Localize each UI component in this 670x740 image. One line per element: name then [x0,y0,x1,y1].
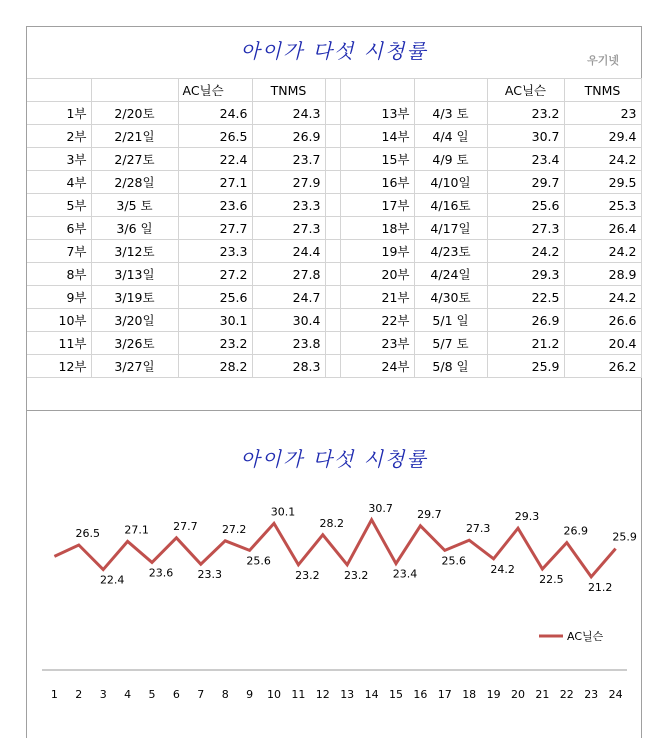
tnms-rating-cell[interactable]: 24.3 [252,102,325,125]
date-cell[interactable]: 3/19토 [91,286,178,309]
ac-rating-cell[interactable]: 24.6 [178,102,252,125]
tnms-rating-cell[interactable]: 29.4 [564,125,641,148]
tnms-rating-cell[interactable]: 26.2 [564,355,641,378]
table-row [27,240,641,263]
episode-cell[interactable]: 24부 [340,355,414,378]
ac-rating-cell[interactable]: 24.2 [487,240,564,263]
date-cell[interactable]: 5/7 토 [414,332,487,355]
date-cell[interactable]: 5/8 일 [414,355,487,378]
episode-cell[interactable]: 6부 [27,217,91,240]
tnms-rating-cell[interactable]: 24.2 [564,240,641,263]
spacer-cell[interactable] [325,148,340,171]
data-label: 26.9 [563,524,589,538]
date-cell[interactable]: 3/27일 [91,355,178,378]
ac-rating-cell[interactable]: 25.9 [487,355,564,378]
ac-rating-cell[interactable]: 23.6 [178,194,252,217]
x-tick-label: 20 [511,688,525,701]
date-cell[interactable]: 3/6 일 [91,217,178,240]
episode-cell[interactable]: 2부 [27,125,91,148]
tnms-rating-cell[interactable]: 26.4 [564,217,641,240]
ac-rating-cell[interactable]: 26.5 [178,125,252,148]
tnms-rating-cell[interactable]: 25.3 [564,194,641,217]
table-row [27,148,641,171]
data-label: 27.3 [465,522,491,536]
date-cell[interactable]: 4/16토 [414,194,487,217]
data-label: 30.1 [270,505,296,519]
episode-cell[interactable]: 5부 [27,194,91,217]
data-label: 23.6 [148,566,174,580]
chart-area[interactable] [27,410,641,710]
x-tick-label: 24 [608,688,623,701]
episode-cell[interactable]: 17부 [340,194,414,217]
episode-cell[interactable]: 16부 [340,171,414,194]
cell[interactable] [414,79,487,102]
x-tick-label: 17 [437,688,452,701]
date-cell[interactable]: 3/5 토 [91,194,178,217]
x-tick-label: 21 [535,688,550,701]
table-row [27,355,641,378]
episode-cell[interactable]: 15부 [340,148,414,171]
spacer-cell[interactable] [325,171,340,194]
table-row [27,194,641,217]
episode-cell[interactable]: 12부 [27,355,91,378]
ac-rating-cell[interactable]: 25.6 [487,194,564,217]
table-row [27,125,641,148]
data-label: 25.6 [441,554,467,568]
date-cell[interactable]: 3/20일 [91,309,178,332]
ac-rating-cell[interactable]: 23.2 [178,332,252,355]
x-tick-label: 3 [99,688,107,701]
date-cell[interactable]: 2/21일 [91,125,178,148]
spacer-cell[interactable] [325,217,340,240]
watermark-text: 우기넷 [587,54,619,67]
x-tick-label: 16 [413,688,428,701]
spacer-cell[interactable] [325,332,340,355]
episode-cell[interactable]: 4부 [27,171,91,194]
spacer-cell[interactable] [325,194,340,217]
episode-cell[interactable]: 11부 [27,332,91,355]
episode-cell[interactable]: 10부 [27,309,91,332]
data-label: 30.7 [368,501,393,515]
tnms-rating-cell[interactable]: 23.7 [252,148,325,171]
episode-cell[interactable]: 13부 [340,102,414,125]
data-label: 28.2 [319,516,345,530]
date-cell[interactable]: 4/24일 [414,263,487,286]
data-label: 26.5 [75,527,101,540]
date-cell[interactable]: 2/28일 [91,171,178,194]
cell[interactable] [91,79,178,102]
tnms-rating-cell[interactable]: 28.9 [564,263,641,286]
cell[interactable] [340,79,414,102]
x-tick-label: 14 [364,688,379,701]
table-row [27,171,641,194]
spacer-cell[interactable] [325,263,340,286]
episode-cell[interactable]: 8부 [27,263,91,286]
data-label: 27.2 [221,522,247,536]
date-cell[interactable]: 4/9 토 [414,148,487,171]
episode-cell[interactable]: 19부 [340,240,414,263]
x-tick-label: 4 [124,688,132,701]
tnms-rating-cell[interactable]: 27.9 [252,171,325,194]
episode-cell[interactable]: 14부 [340,125,414,148]
header-row [27,79,641,102]
episode-cell[interactable]: 20부 [340,263,414,286]
date-cell[interactable]: 5/1 일 [414,309,487,332]
header-tnms-2[interactable]: TNMS [564,79,641,102]
data-label: 23.4 [392,567,418,581]
date-cell[interactable]: 4/4 일 [414,125,487,148]
episode-cell[interactable]: 3부 [27,148,91,171]
x-tick-label: 19 [486,688,501,701]
x-tick-label: 6 [172,688,180,701]
data-label: 25.6 [246,554,271,568]
spacer-cell[interactable] [325,240,340,263]
ac-rating-cell[interactable]: 29.3 [487,263,564,286]
tnms-rating-cell[interactable]: 24.2 [564,286,641,309]
x-tick-label: 5 [148,688,156,701]
line-chart [27,410,641,710]
x-tick-label: 18 [462,688,477,701]
table-row [27,309,641,332]
tnms-rating-cell[interactable]: 24.2 [564,148,641,171]
table-title: 아이가 다섯 시청률 [240,39,428,63]
spacer-cell[interactable] [325,309,340,332]
ac-rating-cell[interactable]: 27.1 [178,171,252,194]
date-cell[interactable]: 3/12토 [91,240,178,263]
legend-label: AC닐슨 [567,630,604,643]
x-tick-label: 10 [267,688,281,701]
ac-rating-cell[interactable]: 22.5 [487,286,564,309]
spacer-cell[interactable] [325,355,340,378]
ac-rating-cell[interactable]: 29.7 [487,171,564,194]
tnms-rating-cell[interactable]: 27.8 [252,263,325,286]
x-tick-label: 13 [340,688,355,701]
episode-cell[interactable]: 9부 [27,286,91,309]
episode-cell[interactable]: 22부 [340,309,414,332]
ac-rating-cell[interactable]: 25.6 [178,286,252,309]
data-label: 23.3 [197,568,223,582]
data-label: 22.5 [539,573,564,586]
x-tick-label: 15 [389,688,403,701]
x-tick-label: 12 [315,688,330,701]
table-title-row [27,27,641,79]
data-label: 27.7 [173,519,198,533]
cell[interactable] [27,79,91,102]
ac-rating-cell[interactable]: 27.3 [487,217,564,240]
tnms-rating-cell[interactable]: 23.8 [252,332,325,355]
tnms-rating-cell[interactable]: 20.4 [564,332,641,355]
header-tnms[interactable]: TNMS [252,79,325,102]
date-cell[interactable]: 2/20토 [91,102,178,125]
x-tick-label: 7 [197,688,205,701]
date-cell[interactable]: 4/10일 [414,171,487,194]
tnms-rating-cell[interactable]: 23.3 [252,194,325,217]
date-cell[interactable]: 4/23토 [414,240,487,263]
spacer-cell[interactable] [325,125,340,148]
x-tick-label: 8 [221,688,229,701]
tnms-rating-cell[interactable]: 30.4 [252,309,325,332]
data-label: 22.4 [99,573,125,587]
ac-rating-cell[interactable]: 21.2 [487,332,564,355]
ac-rating-cell[interactable]: 30.7 [487,125,564,148]
table-row [27,263,641,286]
sheet-gap [27,380,641,411]
episode-cell[interactable]: 21부 [340,286,414,309]
x-tick-label: 22 [559,688,574,701]
data-label: 27.1 [124,523,149,537]
episode-cell[interactable]: 23부 [340,332,414,355]
ac-rating-cell[interactable]: 26.9 [487,309,564,332]
table-row [27,217,641,240]
data-label: 21.2 [587,580,613,594]
data-label: 25.9 [612,530,637,544]
date-cell[interactable]: 4/3 토 [414,102,487,125]
ac-rating-cell[interactable]: 27.2 [178,263,252,286]
tnms-rating-cell[interactable]: 23 [564,102,641,125]
data-label: 24.2 [490,562,515,576]
date-cell[interactable]: 2/27토 [91,148,178,171]
tnms-rating-cell[interactable]: 26.9 [252,125,325,148]
ac-rating-cell[interactable]: 22.4 [178,148,252,171]
date-cell[interactable]: 3/26토 [91,332,178,355]
ac-rating-cell[interactable]: 28.2 [178,355,252,378]
spacer-cell[interactable] [325,102,340,125]
x-tick-label: 9 [246,688,254,701]
ac-rating-cell[interactable]: 27.7 [178,217,252,240]
tnms-rating-cell[interactable]: 24.7 [252,286,325,309]
x-tick-label: 2 [75,688,83,701]
ac-rating-cell[interactable]: 23.2 [487,102,564,125]
ac-rating-cell[interactable]: 23.3 [178,240,252,263]
episode-cell[interactable]: 18부 [340,217,414,240]
tnms-rating-cell[interactable]: 26.6 [564,309,641,332]
data-label: 29.7 [417,507,442,521]
cell[interactable] [325,79,340,102]
table-row [27,286,641,309]
tnms-rating-cell[interactable]: 27.3 [252,217,325,240]
episode-cell[interactable]: 1부 [27,102,91,125]
table-row [27,332,641,355]
data-label: 23.2 [343,568,369,582]
date-cell[interactable]: 3/13일 [91,263,178,286]
table-row [27,102,641,125]
x-tick-label: 1 [50,688,58,701]
header-ac[interactable]: AC닐슨 [178,79,252,102]
tnms-rating-cell[interactable]: 29.5 [564,171,641,194]
x-tick-label: 23 [584,688,599,701]
x-tick-label: 11 [291,688,306,701]
episode-cell[interactable]: 7부 [27,240,91,263]
date-cell[interactable]: 4/17일 [414,217,487,240]
header-ac-2[interactable]: AC닐슨 [487,79,564,102]
data-label: 23.2 [295,568,320,582]
data-label: 29.3 [514,510,540,524]
tnms-rating-cell[interactable]: 28.3 [252,355,325,378]
date-cell[interactable]: 4/30토 [414,286,487,309]
ratings-table [27,78,642,378]
ac-rating-cell[interactable]: 23.4 [487,148,564,171]
chart-title: 아이가 다섯 시청률 [240,447,428,471]
ac-rating-cell[interactable]: 30.1 [178,309,252,332]
spacer-cell[interactable] [325,286,340,309]
tnms-rating-cell[interactable]: 24.4 [252,240,325,263]
